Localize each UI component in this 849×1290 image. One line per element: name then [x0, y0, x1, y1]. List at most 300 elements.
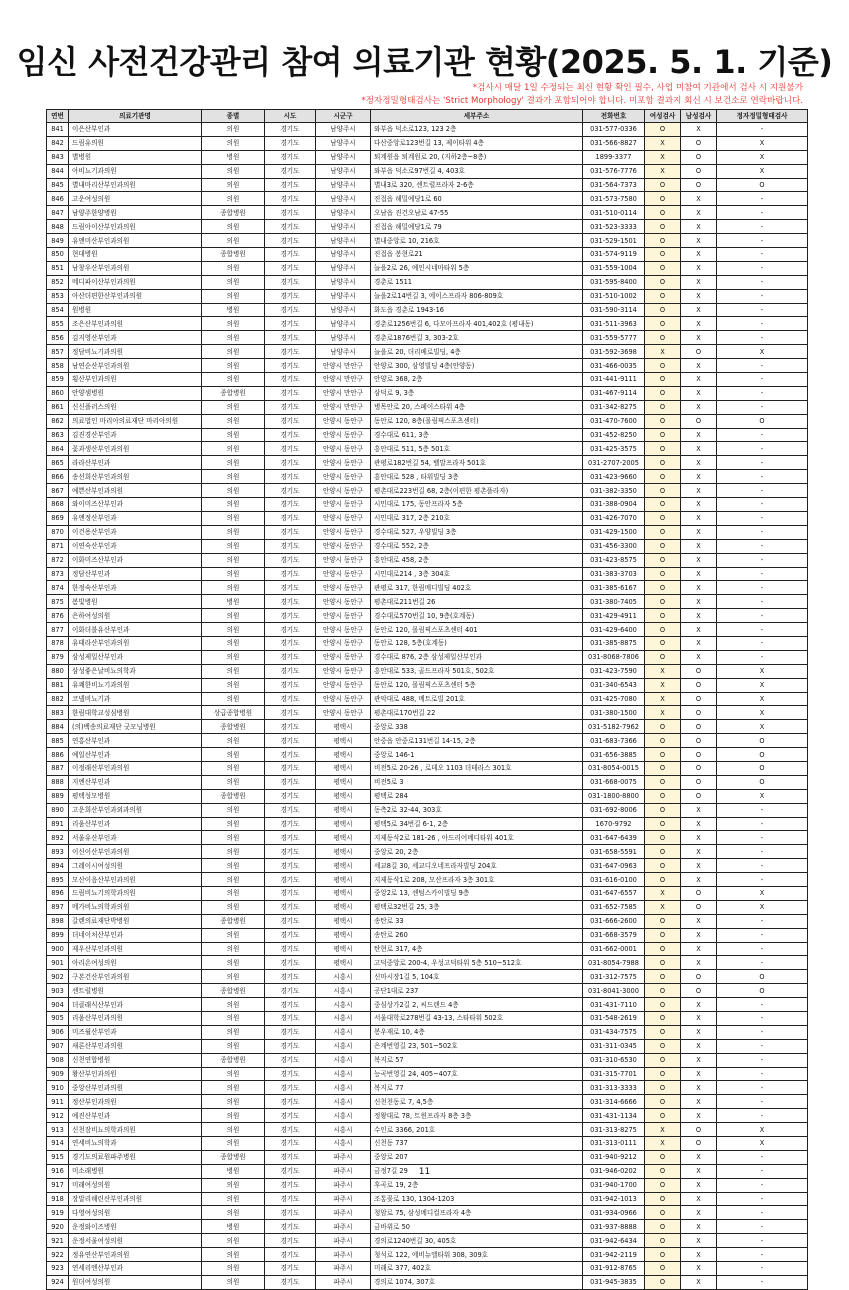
cell-province: 경기도	[265, 442, 316, 456]
cell-address: 신천천동로 7, 4,5층	[371, 1095, 583, 1109]
cell-female-test: O	[645, 289, 681, 303]
table-row	[47, 1137, 808, 1151]
cell-sperm-morphology-test: -	[717, 567, 808, 581]
header-male-test: 남성검사	[681, 110, 717, 123]
cell-sperm-morphology-test: -	[717, 1234, 808, 1248]
cell-phone: 031-313-0111	[583, 1137, 645, 1151]
cell-phone: 031-431-1134	[583, 1109, 645, 1123]
table-row	[47, 581, 808, 595]
cell-male-test: X	[681, 581, 717, 595]
cell-province: 경기도	[265, 984, 316, 998]
cell-institution-name: 이화더블유산부인과	[69, 623, 202, 637]
table-row	[47, 331, 808, 345]
cell-address: 고덕중앙로 200-4, 우성고덕타워 5층 510~512호	[371, 956, 583, 970]
cell-institution-name: 경기도의료원파주병원	[69, 1150, 202, 1164]
cell-phone: 031-940-9212	[583, 1150, 645, 1164]
cell-phone: 031-656-3885	[583, 748, 645, 762]
cell-sperm-morphology-test: -	[717, 553, 808, 567]
cell-district: 평택시	[316, 956, 371, 970]
header-sperm-morphology-test: 정자정밀형태검사	[717, 110, 808, 123]
cell-address: 중앙2로 13, 센텀스카이빌딩 9층	[371, 886, 583, 900]
cell-male-test: O	[681, 150, 717, 164]
cell-seq: 890	[47, 803, 69, 817]
cell-male-test: O	[681, 886, 717, 900]
cell-sperm-morphology-test: -	[717, 1275, 808, 1289]
cell-sperm-morphology-test: O	[717, 775, 808, 789]
cell-province: 경기도	[265, 1067, 316, 1081]
cell-female-test: X	[645, 1123, 681, 1137]
cell-sperm-morphology-test: -	[717, 859, 808, 873]
cell-address: 동안로 120, 몰림픽스포츠센터 401	[371, 623, 583, 637]
cell-phone: 031-590-3114	[583, 303, 645, 317]
cell-male-test: X	[681, 331, 717, 345]
institution-table	[46, 109, 808, 1290]
table-row	[47, 123, 808, 137]
cell-address: 후곡로 19, 2층	[371, 1178, 583, 1192]
cell-seq: 845	[47, 178, 69, 192]
cell-address: 송탄로 260	[371, 928, 583, 942]
cell-institution-name: 유쾌한비뇨기과의원	[69, 678, 202, 692]
cell-male-test: X	[681, 123, 717, 137]
cell-institution-name: 구본건산부인과의원	[69, 970, 202, 984]
cell-type: 의원	[202, 164, 265, 178]
cell-province: 경기도	[265, 1109, 316, 1123]
cell-phone: 031-423-7590	[583, 664, 645, 678]
cell-male-test: O	[681, 414, 717, 428]
cell-district: 시흥시	[316, 1067, 371, 1081]
cell-district: 시흥시	[316, 970, 371, 984]
cell-address: 늘을2로 26, 예인시네마타워 5층	[371, 261, 583, 275]
cell-district: 안양시 동안구	[316, 581, 371, 595]
cell-sperm-morphology-test: -	[717, 303, 808, 317]
cell-seq: 916	[47, 1164, 69, 1178]
cell-seq: 849	[47, 234, 69, 248]
cell-seq: 881	[47, 678, 69, 692]
cell-type: 의원	[202, 998, 265, 1012]
table-row	[47, 692, 808, 706]
table-row	[47, 442, 808, 456]
cell-sperm-morphology-test: -	[717, 123, 808, 137]
cell-sperm-morphology-test: O	[717, 414, 808, 428]
cell-female-test: O	[645, 914, 681, 928]
cell-phone: 031-616-0100	[583, 873, 645, 887]
cell-seq: 900	[47, 942, 69, 956]
cell-phone: 031-342-8275	[583, 400, 645, 414]
cell-phone: 031-429-6400	[583, 623, 645, 637]
cell-type: 의원	[202, 1137, 265, 1151]
cell-district: 남양주시	[316, 234, 371, 248]
cell-province: 경기도	[265, 761, 316, 775]
cell-district: 남양주시	[316, 136, 371, 150]
cell-province: 경기도	[265, 1150, 316, 1164]
cell-male-test: X	[681, 234, 717, 248]
cell-male-test: X	[681, 442, 717, 456]
cell-sperm-morphology-test: O	[717, 734, 808, 748]
cell-phone: 031-668-3579	[583, 928, 645, 942]
cell-seq: 847	[47, 206, 69, 220]
cell-type: 의원	[202, 456, 265, 470]
cell-seq: 896	[47, 886, 69, 900]
table-row	[47, 178, 808, 192]
cell-type: 병원	[202, 1220, 265, 1234]
cell-institution-name: 예진산부인과	[69, 1109, 202, 1123]
cell-province: 경기도	[265, 123, 316, 137]
cell-female-test: O	[645, 1081, 681, 1095]
cell-institution-name: 원더여성의원	[69, 1275, 202, 1289]
header-address: 세부주소	[371, 110, 583, 123]
cell-district: 안양시 동안구	[316, 678, 371, 692]
cell-seq: 902	[47, 970, 69, 984]
cell-institution-name: 메디파이산부인과의원	[69, 275, 202, 289]
cell-sperm-morphology-test: -	[717, 1039, 808, 1053]
cell-province: 경기도	[265, 373, 316, 387]
table-row	[47, 1095, 808, 1109]
cell-phone: 031-313-3333	[583, 1081, 645, 1095]
cell-male-test: X	[681, 956, 717, 970]
cell-sperm-morphology-test: -	[717, 650, 808, 664]
cell-male-test: X	[681, 650, 717, 664]
cell-province: 경기도	[265, 748, 316, 762]
header-province: 시도	[265, 110, 316, 123]
cell-type: 의원	[202, 414, 265, 428]
cell-female-test: O	[645, 511, 681, 525]
cell-seq: 853	[47, 289, 69, 303]
cell-sperm-morphology-test: -	[717, 1095, 808, 1109]
cell-male-test: X	[681, 859, 717, 873]
cell-female-test: O	[645, 192, 681, 206]
cell-province: 경기도	[265, 539, 316, 553]
table-row	[47, 706, 808, 720]
cell-type: 의원	[202, 317, 265, 331]
cell-address: 신천동 737	[371, 1137, 583, 1151]
cell-female-test: X	[645, 1137, 681, 1151]
cell-province: 경기도	[265, 1262, 316, 1276]
cell-female-test: O	[645, 748, 681, 762]
table-row	[47, 1039, 808, 1053]
cell-male-test: X	[681, 1192, 717, 1206]
cell-seq: 908	[47, 1053, 69, 1067]
cell-province: 경기도	[265, 428, 316, 442]
cell-female-test: O	[645, 1192, 681, 1206]
cell-female-test: O	[645, 1109, 681, 1123]
cell-type: 의원	[202, 511, 265, 525]
cell-province: 경기도	[265, 678, 316, 692]
cell-seq: 868	[47, 498, 69, 512]
cell-address: 청암로 75, 삼성메디컬프라자 4층	[371, 1206, 583, 1220]
cell-sperm-morphology-test: -	[717, 1262, 808, 1276]
cell-district: 안양시 동안구	[316, 567, 371, 581]
cell-type: 의원	[202, 553, 265, 567]
cell-institution-name: 한정숙산부인과	[69, 581, 202, 595]
cell-district: 평택시	[316, 831, 371, 845]
cell-province: 경기도	[265, 1012, 316, 1026]
table-row	[47, 595, 808, 609]
table-row	[47, 748, 808, 762]
cell-sperm-morphology-test: -	[717, 275, 808, 289]
cell-institution-name: 정산부인과의원	[69, 1095, 202, 1109]
cell-institution-name: 원병원	[69, 303, 202, 317]
cell-seq: 889	[47, 789, 69, 803]
cell-seq: 920	[47, 1220, 69, 1234]
table-row	[47, 914, 808, 928]
cell-seq: 864	[47, 442, 69, 456]
table-row	[47, 623, 808, 637]
cell-institution-name: 현대병원	[69, 248, 202, 262]
cell-phone: 031-574-9119	[583, 248, 645, 262]
table-row	[47, 831, 808, 845]
cell-male-test: X	[681, 373, 717, 387]
cell-district: 시흥시	[316, 1039, 371, 1053]
cell-institution-name: 아비뇨기과의원	[69, 164, 202, 178]
cell-province: 경기도	[265, 136, 316, 150]
table-row	[47, 1234, 808, 1248]
table-row	[47, 261, 808, 275]
cell-female-test: O	[645, 317, 681, 331]
cell-sperm-morphology-test: -	[717, 914, 808, 928]
cell-seq: 888	[47, 775, 69, 789]
cell-address: 평촌대로223번길 68, 2층(이편한 평촌플라자)	[371, 484, 583, 498]
cell-phone: 031-425-3575	[583, 442, 645, 456]
cell-sperm-morphology-test: -	[717, 1178, 808, 1192]
cell-phone: 031-940-1700	[583, 1178, 645, 1192]
cell-male-test: X	[681, 456, 717, 470]
cell-male-test: O	[681, 692, 717, 706]
cell-sperm-morphology-test: -	[717, 1053, 808, 1067]
cell-institution-name: 리움산부인과의원	[69, 1012, 202, 1026]
cell-province: 경기도	[265, 886, 316, 900]
cell-address: 봉우재로 10, 4층	[371, 1025, 583, 1039]
cell-female-test: X	[645, 706, 681, 720]
cell-phone: 031-942-1013	[583, 1192, 645, 1206]
cell-seq: 866	[47, 470, 69, 484]
cell-seq: 869	[47, 511, 69, 525]
cell-male-test: X	[681, 1109, 717, 1123]
cell-province: 경기도	[265, 331, 316, 345]
cell-institution-name: 안양샘병원	[69, 386, 202, 400]
cell-female-test: O	[645, 1248, 681, 1262]
cell-institution-name: 정유연산부인과의원	[69, 1248, 202, 1262]
cell-province: 경기도	[265, 345, 316, 359]
cell-institution-name: 와이미즈산부인과	[69, 498, 202, 512]
cell-sperm-morphology-test: -	[717, 289, 808, 303]
cell-type: 의원	[202, 650, 265, 664]
cell-type: 병원	[202, 595, 265, 609]
cell-province: 경기도	[265, 775, 316, 789]
cell-institution-name: 신천연합병원	[69, 1053, 202, 1067]
cell-type: 의원	[202, 623, 265, 637]
cell-female-test: O	[645, 553, 681, 567]
cell-institution-name: 김지영산부인과	[69, 331, 202, 345]
cell-seq: 842	[47, 136, 69, 150]
cell-type: 의원	[202, 178, 265, 192]
cell-district: 남양주시	[316, 261, 371, 275]
cell-sperm-morphology-test: -	[717, 1012, 808, 1026]
cell-female-test: O	[645, 636, 681, 650]
cell-male-test: O	[681, 748, 717, 762]
cell-female-test: O	[645, 581, 681, 595]
cell-seq: 850	[47, 248, 69, 262]
cell-sperm-morphology-test: -	[717, 1025, 808, 1039]
cell-institution-name: 연세리엔산부인과	[69, 1262, 202, 1276]
cell-type: 의원	[202, 400, 265, 414]
table-row	[47, 567, 808, 581]
cell-seq: 874	[47, 581, 69, 595]
table-row	[47, 150, 808, 164]
cell-institution-name: 연세비뇨의학과	[69, 1137, 202, 1151]
cell-phone: 031-511-3963	[583, 317, 645, 331]
cell-seq: 922	[47, 1248, 69, 1262]
cell-sperm-morphology-test: O	[717, 984, 808, 998]
cell-address: 동안로 120, 8층(몰림픽스포츠센터)	[371, 414, 583, 428]
cell-district: 남양주시	[316, 164, 371, 178]
cell-seq: 882	[47, 692, 69, 706]
cell-institution-name: 의료법인 마리아의료재단 마리아의원	[69, 414, 202, 428]
table-row	[47, 1025, 808, 1039]
cell-type: 종합병원	[202, 206, 265, 220]
cell-seq: 898	[47, 914, 69, 928]
cell-male-test: O	[681, 164, 717, 178]
cell-province: 경기도	[265, 692, 316, 706]
cell-seq: 913	[47, 1123, 69, 1137]
cell-seq: 851	[47, 261, 69, 275]
cell-institution-name: 왕산부인과의원	[69, 1067, 202, 1081]
cell-phone: 031-426-7070	[583, 511, 645, 525]
cell-address: 평택로32번길 25, 3층	[371, 900, 583, 914]
cell-institution-name: 정담비뇨기과의원	[69, 345, 202, 359]
cell-sperm-morphology-test: -	[717, 317, 808, 331]
cell-district: 남양주시	[316, 206, 371, 220]
cell-address: 복지로 57	[371, 1053, 583, 1067]
cell-female-test: O	[645, 525, 681, 539]
cell-institution-name: 고운희산부인과외과의원	[69, 803, 202, 817]
cell-male-test: O	[681, 761, 717, 775]
cell-sperm-morphology-test: -	[717, 928, 808, 942]
cell-address: 중앙로 146-1	[371, 748, 583, 762]
cell-phone: 031-315-7701	[583, 1067, 645, 1081]
cell-district: 안양시 동안구	[316, 470, 371, 484]
cell-female-test: O	[645, 956, 681, 970]
cell-phone: 031-946-0202	[583, 1164, 645, 1178]
cell-female-test: X	[645, 664, 681, 678]
table-row	[47, 956, 808, 970]
cell-male-test: X	[681, 386, 717, 400]
cell-province: 경기도	[265, 400, 316, 414]
cell-female-test: X	[645, 345, 681, 359]
cell-address: 화도읍 경춘로 1943-16	[371, 303, 583, 317]
cell-province: 경기도	[265, 609, 316, 623]
cell-male-test: X	[681, 914, 717, 928]
table-row	[47, 511, 808, 525]
cell-female-test: O	[645, 414, 681, 428]
cell-institution-name: 운정와이즈병원	[69, 1220, 202, 1234]
cell-district: 파주시	[316, 1150, 371, 1164]
cell-institution-name: 다영여성의원	[69, 1206, 202, 1220]
cell-sperm-morphology-test: -	[717, 595, 808, 609]
cell-female-test: O	[645, 859, 681, 873]
cell-female-test: O	[645, 1025, 681, 1039]
cell-institution-name: 삼성제일산부인과	[69, 650, 202, 664]
table-row	[47, 428, 808, 442]
cell-province: 경기도	[265, 317, 316, 331]
table-row	[47, 414, 808, 428]
cell-phone: 031-452-8250	[583, 428, 645, 442]
table-row	[47, 678, 808, 692]
table-row	[47, 192, 808, 206]
cell-address: 병목안로 20, 스페이스타워 4층	[371, 400, 583, 414]
cell-province: 경기도	[265, 359, 316, 373]
cell-type: 의원	[202, 928, 265, 942]
cell-sperm-morphology-test: -	[717, 234, 808, 248]
cell-institution-name: 봄빛병원	[69, 595, 202, 609]
cell-sperm-morphology-test: -	[717, 470, 808, 484]
cell-seq: 911	[47, 1095, 69, 1109]
cell-province: 경기도	[265, 1095, 316, 1109]
cell-province: 경기도	[265, 720, 316, 734]
cell-province: 경기도	[265, 1234, 316, 1248]
cell-female-test: O	[645, 206, 681, 220]
cell-type: 의원	[202, 498, 265, 512]
cell-phone: 031-647-6439	[583, 831, 645, 845]
cell-address: 삼덕로 9, 3층	[371, 386, 583, 400]
cell-female-test: O	[645, 609, 681, 623]
table-row	[47, 539, 808, 553]
cell-province: 경기도	[265, 789, 316, 803]
cell-institution-name: 라라산부인과	[69, 456, 202, 470]
cell-province: 경기도	[265, 998, 316, 1012]
cell-seq: 899	[47, 928, 69, 942]
cell-seq: 865	[47, 456, 69, 470]
cell-district: 안양시 동안구	[316, 595, 371, 609]
cell-female-test: O	[645, 845, 681, 859]
table-row	[47, 775, 808, 789]
cell-address: 관평로 317, 한림메디빌딩 402호	[371, 581, 583, 595]
cell-province: 경기도	[265, 206, 316, 220]
cell-address: 관평로182번길 54, 벨말프라자 501호	[371, 456, 583, 470]
cell-institution-name: 지엔산부인과	[69, 775, 202, 789]
cell-female-test: O	[645, 734, 681, 748]
cell-province: 경기도	[265, 1248, 316, 1262]
cell-address: 흥안대로 528 , 타워빌딩 3층	[371, 470, 583, 484]
cell-phone: 031-666-2600	[583, 914, 645, 928]
header-district: 시군구	[316, 110, 371, 123]
cell-district: 평택시	[316, 942, 371, 956]
cell-seq: 901	[47, 956, 69, 970]
cell-sperm-morphology-test: -	[717, 442, 808, 456]
table-row	[47, 998, 808, 1012]
cell-address: 늘을2로14번길 3, 에이스프라자 806-809호	[371, 289, 583, 303]
cell-address: 진접읍 해밀예당1로 79	[371, 220, 583, 234]
cell-sperm-morphology-test: -	[717, 1220, 808, 1234]
cell-phone: 031-662-0001	[583, 942, 645, 956]
cell-address: 중앙로 207	[371, 1150, 583, 1164]
cell-province: 경기도	[265, 511, 316, 525]
cell-type: 의원	[202, 1067, 265, 1081]
table-row	[47, 136, 808, 150]
cell-sperm-morphology-test: -	[717, 1081, 808, 1095]
cell-sperm-morphology-test: -	[717, 456, 808, 470]
cell-district: 평택시	[316, 900, 371, 914]
cell-institution-name: 장말리해린산부인과의원	[69, 1192, 202, 1206]
cell-province: 경기도	[265, 1025, 316, 1039]
table-row	[47, 734, 808, 748]
cell-institution-name: 신천잠비뇨의학과의원	[69, 1123, 202, 1137]
cell-seq: 895	[47, 873, 69, 887]
cell-female-test: O	[645, 984, 681, 998]
cell-district: 남양주시	[316, 289, 371, 303]
cell-province: 경기도	[265, 192, 316, 206]
cell-male-test: X	[681, 525, 717, 539]
cell-female-test: O	[645, 1164, 681, 1178]
